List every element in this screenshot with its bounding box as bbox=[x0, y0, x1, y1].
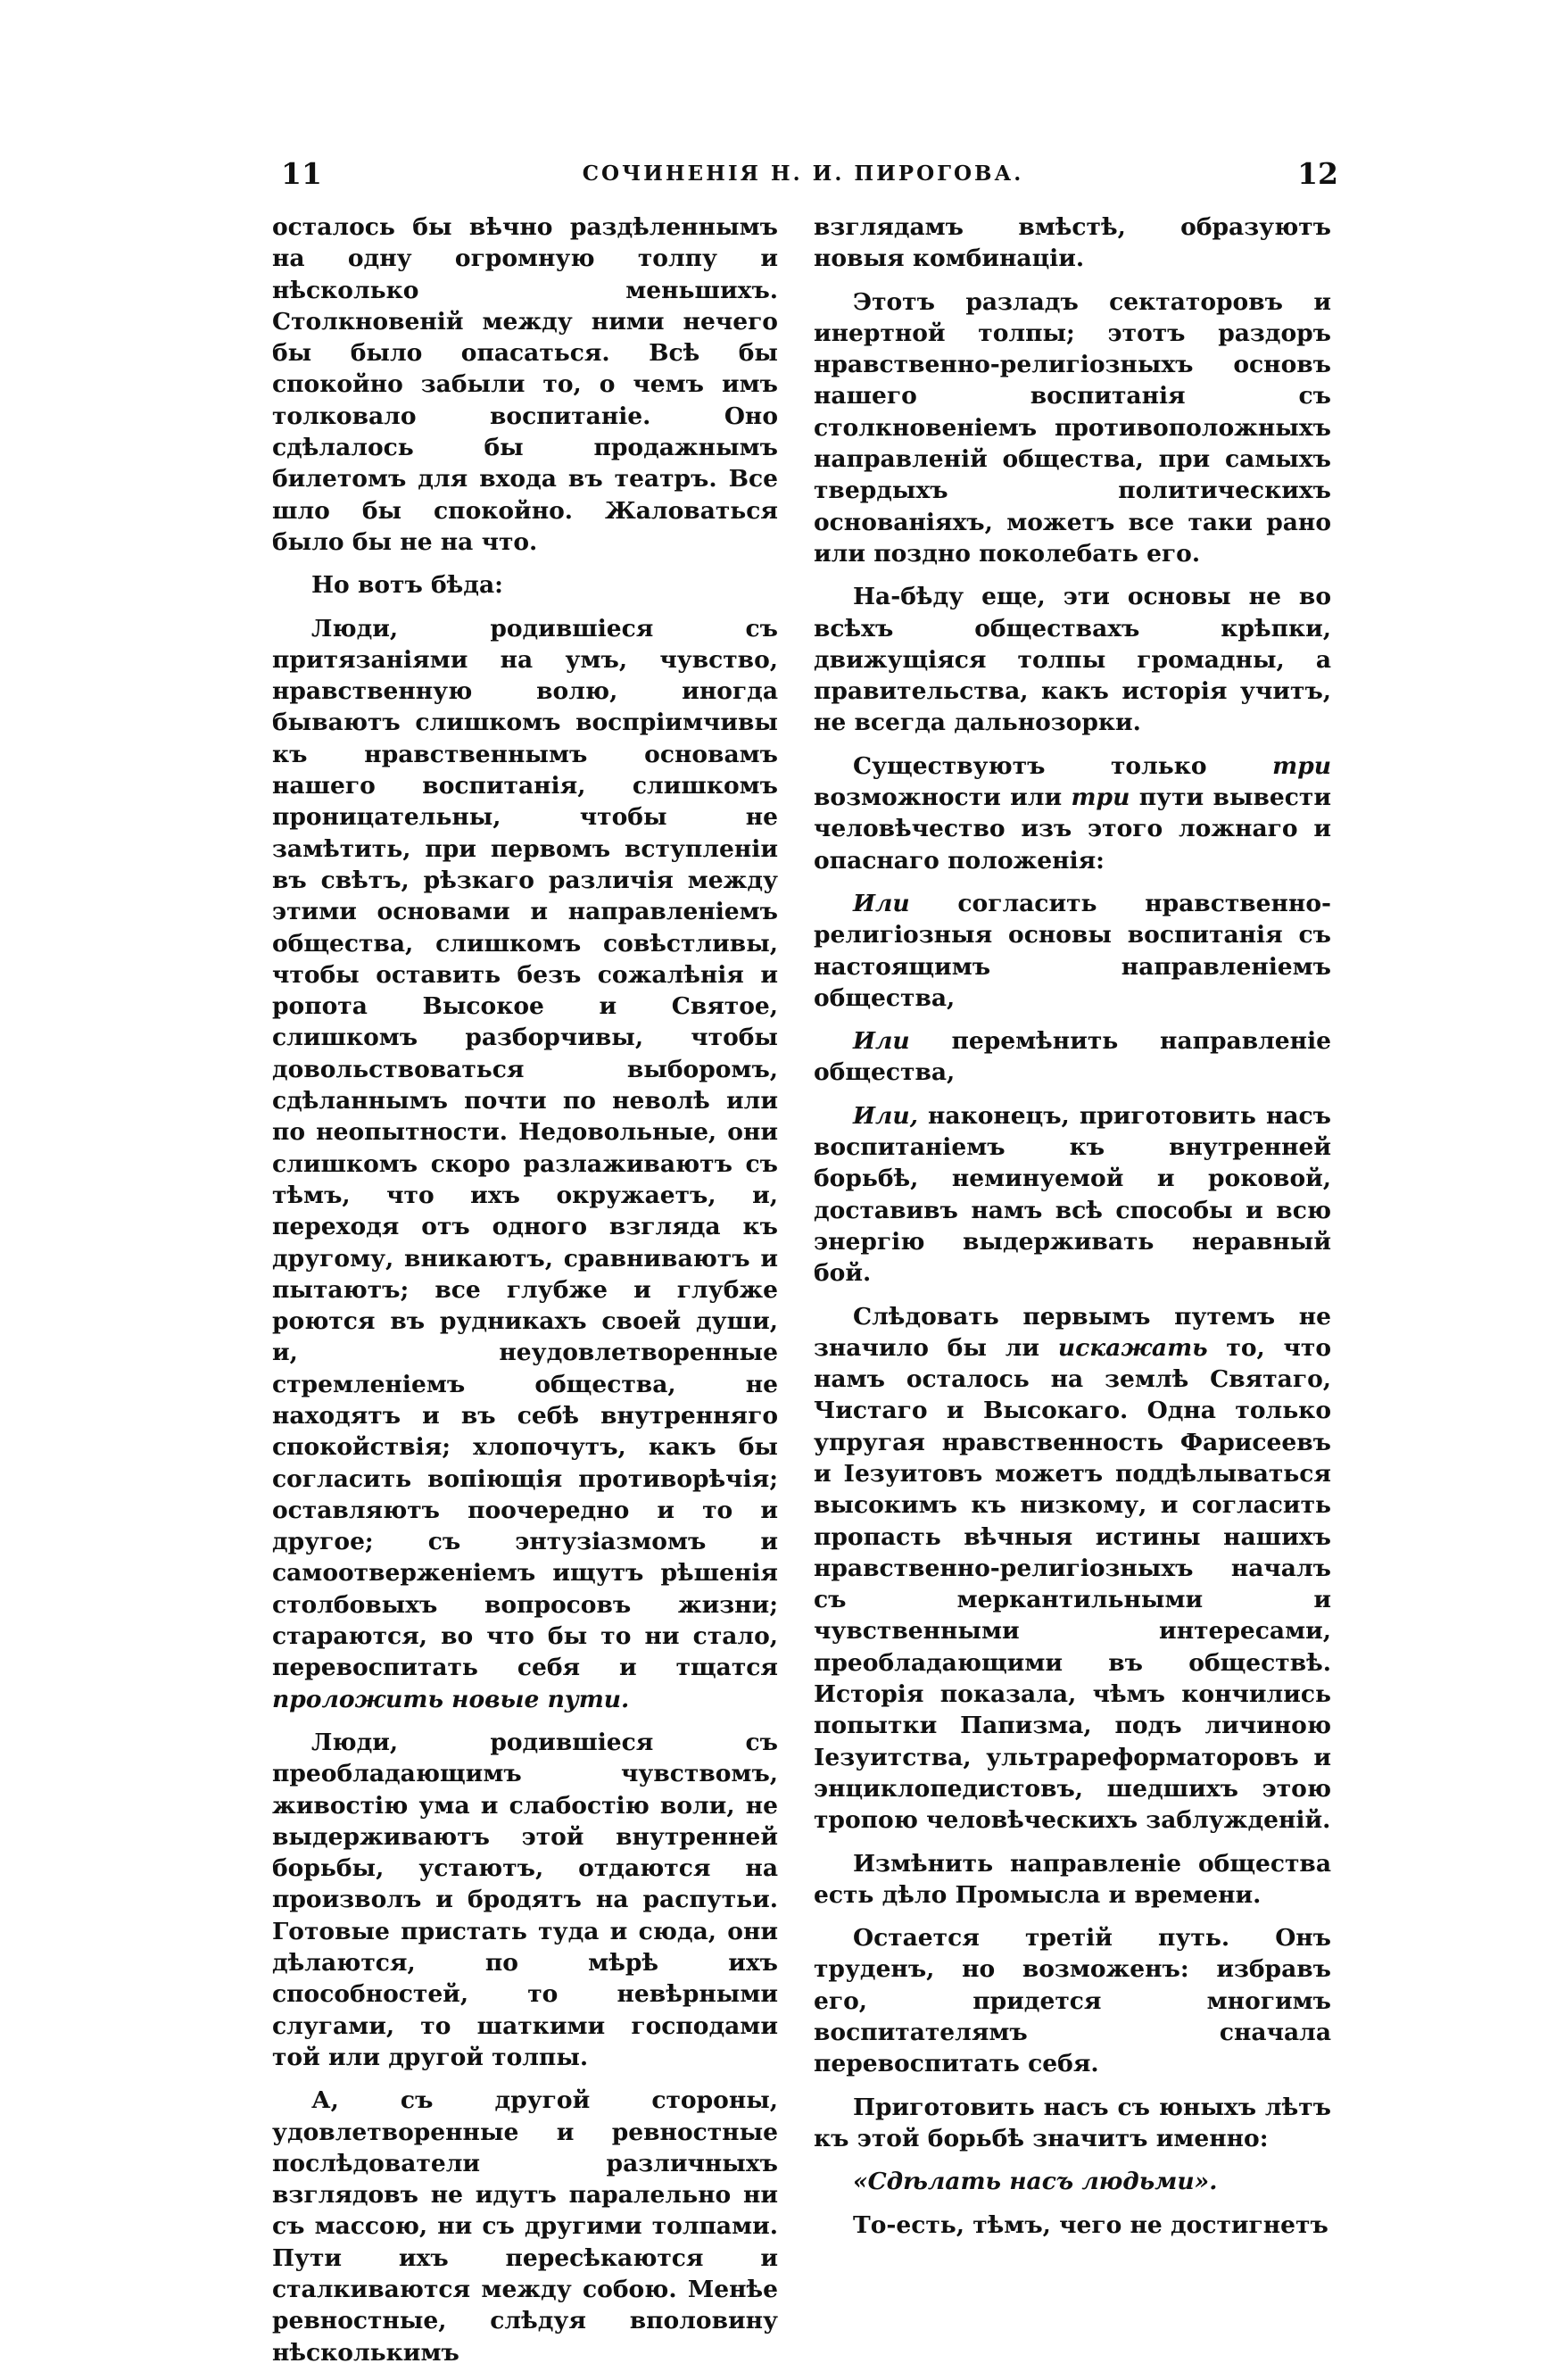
italic-text: «Сдѣлать насъ людьми». bbox=[853, 2168, 1218, 2196]
page-number-right: 12 bbox=[1297, 156, 1338, 191]
paragraph: Этотъ разладъ сектаторовъ и инертной толпы; этотъ раздоръ нравственно-религіозныхъ основъ нашего воспитанія съ столкновеніемъ противоположныхъ направленій общества, при самыхъ твердыхъ политическихъ основаніяхъ, можетъ все таки рано или поздно поколебать его. bbox=[814, 287, 1331, 568]
paragraph bbox=[814, 1301, 1331, 1837]
paragraph: Измѣнить направленіе общества есть дѣло Промысла и времени. bbox=[814, 1849, 1331, 1909]
paragraph-text: возможности или bbox=[814, 784, 1072, 812]
running-title: СОЧИНЕНІЯ Н. И. ПИРОГОВА. bbox=[582, 162, 1024, 186]
italic-text: проложить новые пути. bbox=[272, 1685, 630, 1713]
text-column-right bbox=[814, 211, 1331, 2252]
paragraph-text: наконецъ, приготовить насъ воспитаніемъ къ внутренней борьбѣ, неминуемой и роковой, доставивъ намъ всѣ способы и всю энергію выдерживать неравный бой. bbox=[814, 1101, 1331, 1288]
paragraph bbox=[814, 888, 1331, 1014]
paragraph bbox=[814, 1025, 1331, 1089]
page-number-left: 11 bbox=[281, 156, 322, 191]
italic-text: три bbox=[1071, 784, 1130, 812]
paragraph: На-бѣду еще, эти основы не во всѣхъ обществахъ крѣпки, движущіяся толпы громадны, а правительства, какъ исторія учитъ, не всегда дальнозорки. bbox=[814, 583, 1331, 737]
italic-text: три bbox=[1272, 751, 1331, 780]
paragraph-text: перемѣнить направленіе общества, bbox=[814, 1027, 1331, 1087]
paragraph-text: Люди, родившіеся съ притязаніями на умъ, чувство, нравственную волю, иногда бываютъ слишкомъ воспріимчивы къ нравственнымъ основамъ нашего воспитанія, слишкомъ проницательны, чтобы не замѣтить, при первомъ вступленіи въ свѣтъ, рѣзкаго различія между этими основами и направленіемъ общества, слишкомъ совѣстливы, чтобы оставить безъ сожалѣнія и ропота Высокое и Святое, слишкомъ разборчивы, чтобы довольствоваться выборомъ, сдѣланнымъ почти по неволѣ или по неопытности. Недовольные, они слишкомъ скоро разлаживаютъ съ тѣмъ, что ихъ окружаетъ, и, переходя отъ одного взгляда къ другому, вникаютъ, сравниваютъ и пытаютъ; все глубже и глубже роются въ рудникахъ своей души, и, неудовлетворенные стремленіемъ общества, не находятъ и въ себѣ внутренняго спокойствія; хлопочутъ, какъ бы согласить вопіющія противорѣчія; оставляютъ поочередно и то и другое; съ энтузіазмомъ и самоотверженіемъ ищутъ рѣшенія столбовыхъ вопросовъ жизни; стараются, во что бы то ни стало, перевоспитать себя и тщатся bbox=[272, 614, 778, 1682]
paragraph-text: пути вывести человѣчество изъ этого ложнаго и опаснаго положенія: bbox=[814, 784, 1331, 875]
paragraph: осталось бы вѣчно раздѣленнымъ на одну огромную толпу и нѣсколько меньшихъ. Столкновеній между ними нечего бы было опасаться. Всѣ бы спокойно забыли то, о чемъ имъ толковало воспитаніе. Оно сдѣлалось бы продажнымъ билетомъ для входа въ театръ. Все шло бы спокойно. Жаловаться было бы не на что. bbox=[272, 213, 778, 556]
paragraph: взглядамъ вмѣстѣ, образуютъ новыя комбинаціи. bbox=[814, 213, 1331, 273]
paragraph: Приготовить насъ съ юныхъ лѣтъ къ этой борьбѣ значитъ именно: bbox=[814, 2093, 1331, 2152]
paragraph: Люди, родившіеся съ преобладающимъ чувствомъ, живостію ума и слабостію воли, не выдерживаютъ этой внутренней борьбы, устаютъ, отдаются на произволъ и бродятъ на распутьи. Готовые пристать туда и сюда, они дѣлаются, по мѣрѣ ихъ способностей, то невѣрными слугами, то шаткими господами той или другой толпы. bbox=[272, 1728, 778, 2071]
paragraph: Остается третій путь. Онъ труденъ, но возможенъ: избравъ его, придется многимъ воспитателямъ сначала перевоспитать себя. bbox=[814, 1924, 1331, 2078]
paragraph-text: согласить нравственно-религіозныя основы воспитанія съ настоящимъ направленіемъ общества, bbox=[814, 889, 1331, 1012]
paragraph bbox=[814, 1100, 1331, 1290]
italic-text: искажать bbox=[1057, 1333, 1208, 1362]
italic-text: Или, bbox=[853, 1101, 918, 1130]
paragraph-text: то, что намъ осталось на землѣ Святаго, Чистаго и Высокаго. Одна только упругая нравственность Фарисеевъ и Іезуитовъ можетъ поддѣлываться высокимъ къ низкому, и согласить пропасть вѣчныя истины нашихъ нравственно-религіозныхъ началъ съ меркантильными и чувственными интересами, преобладающими въ обществѣ. Исторія показала, чѣмъ кончились попытки Папизма, подъ личиною Іезуитства, ультрареформаторовъ и энциклопедистовъ, шедшихъ этою тропою человѣческихъ заблужденій. bbox=[814, 1333, 1331, 1835]
italic-text: Или bbox=[853, 889, 910, 917]
paragraph-text: Слѣдовать первымъ путемъ не значило бы ли bbox=[814, 1302, 1331, 1362]
paragraph bbox=[814, 750, 1331, 876]
text-column-left bbox=[272, 211, 778, 2380]
paragraph: Но вотъ бѣда: bbox=[311, 571, 503, 600]
paragraph bbox=[814, 2166, 1331, 2197]
paragraph: А, съ другой стороны, удовлетворенные и ревностные послѣдователи различныхъ взглядовъ не идутъ паралельно ни съ массою, ни съ другими толпами. Пути ихъ пересѣкаются и сталкиваются между собою. Менѣе ревностные, слѣдуя вполовину нѣсколькимъ bbox=[272, 2086, 778, 2367]
paragraph bbox=[272, 613, 778, 1715]
italic-text: Или bbox=[853, 1027, 910, 1056]
running-header bbox=[268, 153, 1338, 195]
paragraph: То-есть, тѣмъ, чего не достигнетъ bbox=[853, 2210, 1328, 2239]
paragraph-text: Существуютъ только bbox=[853, 751, 1273, 780]
